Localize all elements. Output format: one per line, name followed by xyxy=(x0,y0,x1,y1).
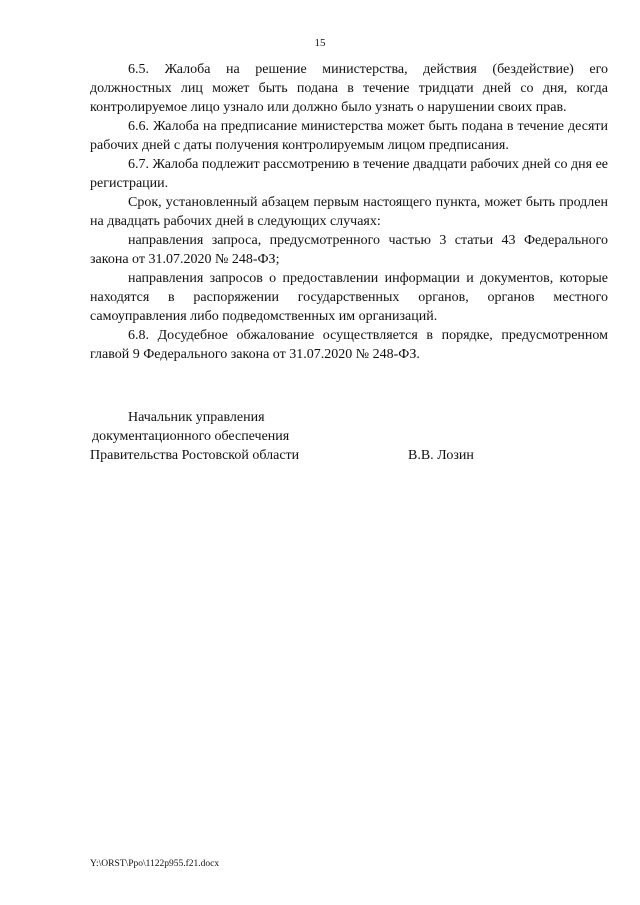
paragraph-6-8: 6.8. Досудебное обжалование осуществляется в порядке, предусмотренном главой 9 Федерального закона от 31.07.2020 № 248-ФЗ. xyxy=(90,328,608,362)
signatory-position-line-1: Начальник управления xyxy=(128,410,265,425)
file-path: Y:\ORST\Ppo\1122p955.f21.docx xyxy=(90,859,220,869)
paragraph-case-request: направления запроса, предусмотренного частью 3 статьи 43 Федерального закона от 31.07.2020 № 248-ФЗ; xyxy=(90,233,608,267)
paragraph-extension-term: Срок, установленный абзацем первым настоящего пункта, может быть продлен на двадцать рабочих дней в следующих случаях: xyxy=(90,195,608,229)
signature-block xyxy=(90,408,608,465)
document-body xyxy=(90,60,608,364)
paragraph-6-6: 6.6. Жалоба на предписание министерства может быть подана в течение десяти рабочих дней с даты получения контролируемым лицом предписания. xyxy=(90,119,608,153)
signatory-position-line-3: Правительства Ростовской области xyxy=(90,448,300,463)
page-number: 15 xyxy=(314,37,326,49)
signatory-name: В.В. Лозин xyxy=(408,448,474,463)
signatory-position-line-2: документационного обеспечения xyxy=(92,429,290,444)
paragraph-case-information-requests: направления запросов о предоставлении информации и документов, которые находятся в распоряжении государственных органов, органов местного самоуправления либо подведомственных им организаций. xyxy=(90,271,608,324)
paragraph-6-7: 6.7. Жалоба подлежит рассмотрению в течение двадцати рабочих дней со дня ее регистрации. xyxy=(90,157,608,191)
paragraph-6-5: 6.5. Жалоба на решение министерства, действия (бездействие) его должностных лиц может быть подана в течение тридцати дней со дня, когда контролируемое лицо узнало или должно было узнать о нарушении своих прав. xyxy=(90,62,608,115)
